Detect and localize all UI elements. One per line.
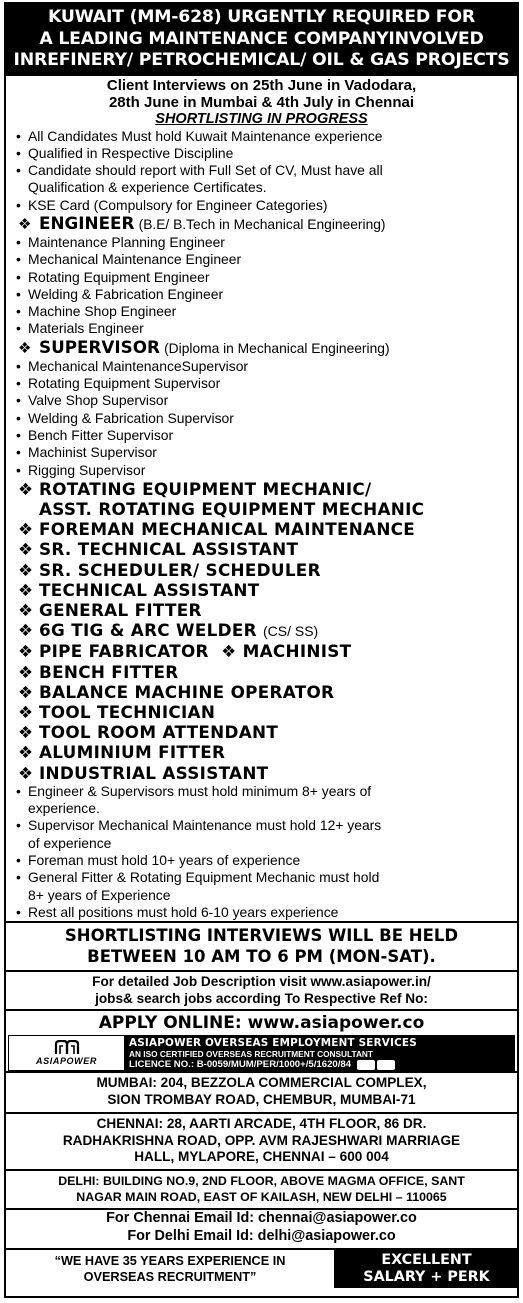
bullet-icon: •	[16, 444, 21, 461]
bullet-icon: •	[16, 268, 21, 285]
list-item: • Welding & Fabrication Engineer	[16, 285, 224, 302]
four-diamond-icon: ❖	[221, 641, 237, 662]
chennai-address: CHENNAI: 28, AARTI ARCADE, 4TH FLOOR, 86 DR. RADHAKRISHNA ROAD, OPP. AVM RAJESHWARI MARRIAGE HALL, MYLAPORE, CHENNAI – 600 004	[62, 1115, 461, 1165]
list-item-continuation: 8+ years of Experience	[28, 886, 171, 903]
delhi-email[interactable]: For Delhi Email Id: delhi@asiapower.co	[127, 1228, 396, 1245]
header-banner	[6, 4, 517, 76]
bullet-icon: •	[16, 852, 21, 869]
four-diamond-icon: ❖	[18, 742, 34, 763]
header-line-2: A LEADING MAINTENANCE COMPANYINVOLVED	[39, 28, 484, 49]
four-diamond-icon: ❖	[18, 702, 34, 723]
interview-line-2: 28th June in Mumbai & 4th July in Chennai	[108, 93, 415, 111]
supervisor-list	[6, 358, 517, 479]
interview-hours-line-2: BETWEEN 10 AM TO 6 PM (MON-SAT).	[87, 946, 436, 966]
interview-line-1: Client Interviews on 25th June in Vadodara,	[106, 76, 417, 94]
list-item: • Candidate should report with Full Set of CV, Must have all	[16, 162, 383, 179]
bullet-icon: •	[16, 144, 21, 161]
bullet-icon: •	[16, 196, 21, 213]
list-item: • Rotating Equipment Supervisor	[16, 375, 221, 392]
bullet-icon: •	[16, 357, 21, 374]
job-description-note: For detailed Job Description visit www.asiapower.in/ jobs& search jobs according To Respective Ref No:	[92, 974, 431, 1006]
delhi-address: DELHI: BUILDING NO.9, 2ND FLOOR, ABOVE MAGMA OFFICE, SANT NAGAR MAIN ROAD, EAST OF KAILASH, NEW DELHI – 110065	[58, 1174, 465, 1205]
list-item: • Mechanical Maintenance Engineer	[16, 251, 242, 268]
four-diamond-icon: ❖	[18, 519, 34, 540]
mumbai-address: MUMBAI: 204, BEZZOLA COMMERCIAL COMPLEX, SION TROMBAY ROAD, CHEMBUR, MUMBAI-71	[96, 1075, 427, 1108]
header-line-1: KUWAIT (MM-628) URGENTLY REQUIRED FOR	[47, 7, 476, 27]
engineer-heading: ❖ ENGINEER (B.E/ B.Tech in Mechanical Engineering)	[18, 212, 386, 233]
list-item: • Bench Fitter Supervisor	[16, 426, 174, 443]
bullet-icon: •	[16, 375, 21, 392]
experience-quote: “WE HAVE 35 YEARS EXPERIENCE IN OVERSEAS RECRUITMENT”	[6, 1250, 336, 1288]
list-item: • Machine Shop Engineer	[16, 303, 177, 320]
certification-badges-icon	[357, 1060, 395, 1070]
four-diamond-icon: ❖	[18, 215, 32, 233]
bullet-icon: •	[16, 251, 21, 268]
bullet-icon: •	[16, 409, 21, 426]
agency-banner	[8, 1035, 515, 1071]
list-item: • Rotating Equipment Engineer	[16, 268, 210, 285]
shortlisting-status: SHORTLISTING IN PROGRESS	[155, 110, 368, 127]
list-item: • Valve Shop Supervisor	[16, 392, 169, 409]
agency-certification: AN ISO CERTIFIED OVERSEAS RECRUITMENT CONSULTANT	[129, 1049, 373, 1060]
four-diamond-icon: ❖	[18, 600, 34, 621]
bullet-icon: •	[16, 127, 21, 144]
bullet-icon: •	[16, 903, 21, 920]
position-item: ❖ INDUSTRIAL ASSISTANT	[18, 762, 269, 783]
bullet-icon: •	[16, 817, 21, 834]
position-item: ❖ SR. SCHEDULER/ SCHEDULER	[18, 559, 321, 580]
four-diamond-icon: ❖	[18, 681, 34, 702]
four-diamond-icon: ❖	[18, 478, 34, 499]
bullet-icon: •	[16, 162, 21, 179]
salary-perk-badge: EXCELLENT SALARY + PERK	[336, 1250, 517, 1288]
header-line-3: INREFINERY/ PETROCHEMICAL/ OIL & GAS PROJECTS	[13, 50, 510, 70]
chennai-email[interactable]: For Chennai Email Id: chennai@asiapower.co	[106, 1210, 417, 1227]
engineer-list	[6, 234, 517, 338]
position-item: ❖ 6G TIG & ARC WELDER (CS/ SS)	[18, 620, 319, 641]
bullet-icon: •	[16, 233, 21, 250]
four-diamond-icon: ❖	[18, 620, 34, 641]
list-item: • Mechanical MaintenanceSupervisor	[16, 357, 249, 374]
agency-name: ASIAPOWER OVERSEAS EMPLOYMENT SERVICES	[129, 1037, 417, 1050]
list-item-continuation: experience.	[28, 800, 100, 817]
list-item: • All Candidates Must hold Kuwait Maintenance experience	[16, 127, 383, 144]
four-diamond-icon: ❖	[18, 722, 34, 743]
footer	[6, 1248, 517, 1288]
agency-licence: LICENCE NO.: B-0059/MUM/PER/1000+/5/1620/84	[129, 1059, 511, 1070]
apply-online-link[interactable]: APPLY ONLINE: www.asiapower.co	[98, 1013, 425, 1034]
interview-schedule	[6, 77, 517, 111]
list-item: • KSE Card (Compulsory for Engineer Categories)	[16, 196, 328, 213]
positions-list	[6, 479, 517, 783]
experience-list	[6, 783, 517, 921]
four-diamond-icon: ❖	[18, 641, 34, 662]
four-diamond-icon: ❖	[18, 762, 34, 783]
position-item: ❖ FOREMAN MECHANICAL MAINTENANCE	[18, 519, 416, 540]
position-item: ❖ TOOL TECHNICIAN	[18, 702, 216, 723]
bullet-icon: •	[16, 285, 21, 302]
position-item-continuation: ASST. ROTATING EQUIPMENT MECHANIC	[39, 499, 425, 520]
position-item: ❖ BALANCE MACHINE OPERATOR	[18, 681, 335, 702]
list-item-continuation: of experience	[28, 834, 112, 851]
list-item: • Welding & Fabrication Supervisor	[16, 409, 234, 426]
list-item: • Engineer & Supervisors must hold minimum 8+ years of	[16, 782, 372, 799]
logo-wordmark: ASIAPOWER	[36, 1056, 97, 1067]
list-item-continuation: Qualification & experience Certificates.	[28, 179, 267, 196]
bullet-icon: •	[16, 869, 21, 886]
position-item: ❖ BENCH FITTER	[18, 661, 179, 682]
advertisement	[4, 2, 519, 1298]
list-item: • Qualified in Respective Discipline	[16, 144, 234, 161]
position-item: ❖ GENERAL FITTER	[18, 600, 202, 621]
position-item: ❖ PIPE FABRICATOR ❖ MACHINIST	[18, 641, 352, 662]
four-diamond-icon: ❖	[18, 661, 34, 682]
position-item: ❖ ALUMINIUM FITTER	[18, 742, 226, 763]
position-item: ❖ ROTATING EQUIPMENT MECHANIC/	[18, 478, 372, 499]
list-item: • Foreman must hold 10+ years of experience	[16, 852, 301, 869]
position-item: ❖ TOOL ROOM ATTENDANT	[18, 722, 279, 743]
bullet-icon: •	[16, 782, 21, 799]
four-diamond-icon: ❖	[18, 539, 34, 560]
logo-mark-icon	[53, 1040, 81, 1056]
list-item: • Supervisor Mechanical Maintenance must hold 12+ years	[16, 817, 382, 834]
list-item: • General Fitter & Rotating Equipment Mechanic must hold	[16, 869, 380, 886]
requirements-list	[6, 128, 517, 214]
interview-hours-line-1: SHORTLISTING INTERVIEWS WILL BE HELD	[64, 926, 459, 946]
four-diamond-icon: ❖	[18, 559, 34, 580]
bullet-icon: •	[16, 461, 21, 478]
asiapower-logo	[8, 1035, 125, 1071]
position-item: ❖ SR. TECHNICAL ASSISTANT	[18, 539, 299, 560]
four-diamond-icon: ❖	[18, 579, 34, 600]
supervisor-heading: ❖ SUPERVISOR (Diploma in Mechanical Engineering)	[18, 336, 390, 357]
list-item: • Machinist Supervisor	[16, 444, 157, 461]
bullet-icon: •	[16, 426, 21, 443]
list-item: • Maintenance Planning Engineer	[16, 233, 225, 250]
bullet-icon: •	[16, 303, 21, 320]
list-item: • Materials Engineer	[16, 320, 144, 337]
bullet-icon: •	[16, 320, 21, 337]
bullet-icon: •	[16, 392, 21, 409]
four-diamond-icon: ❖	[18, 339, 32, 357]
interview-hours-notice	[6, 923, 517, 970]
list-item: • Rigging Supervisor	[16, 461, 146, 478]
agency-info	[125, 1035, 515, 1071]
list-item: • Rest all positions must hold 6-10 years experience	[16, 903, 339, 920]
position-item: ❖ TECHNICAL ASSISTANT	[18, 579, 260, 600]
